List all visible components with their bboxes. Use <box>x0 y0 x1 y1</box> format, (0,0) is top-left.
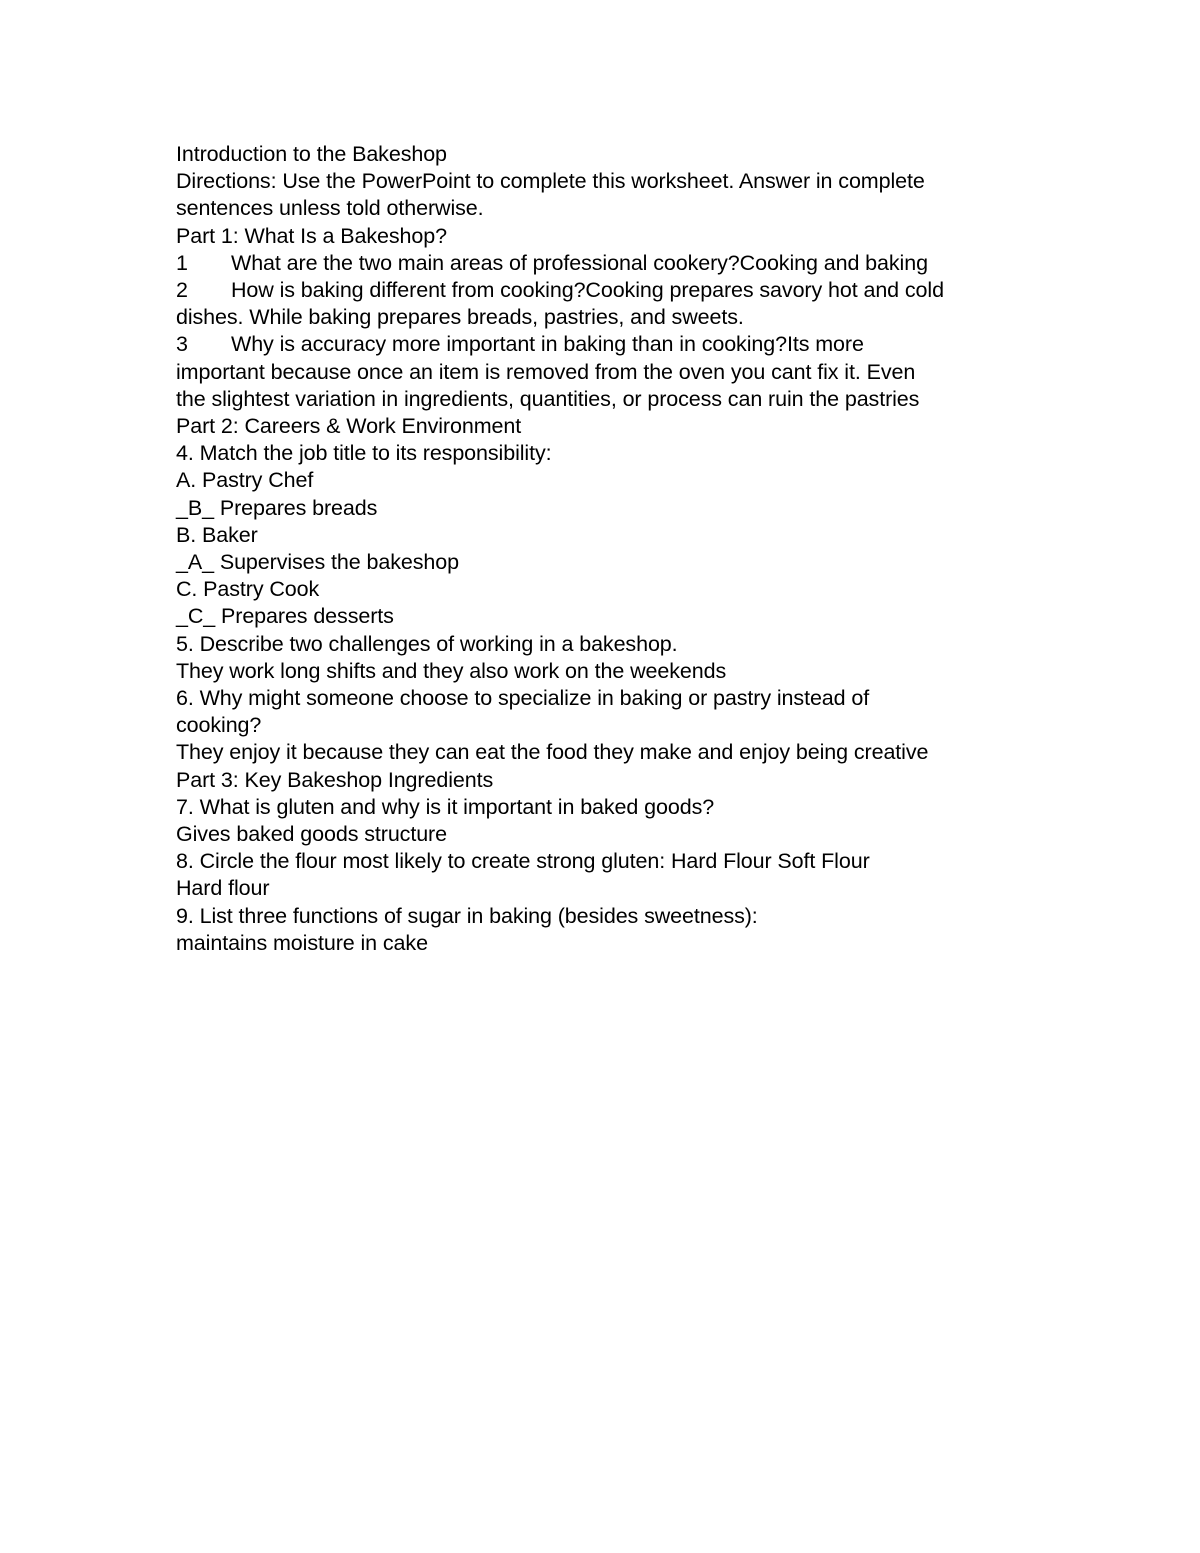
question-1 <box>176 250 1036 277</box>
question-5: 5. Describe two challenges of working in a bakeshop. <box>176 631 678 656</box>
answer-5: They work long shifts and they also work on the weekends <box>176 658 727 683</box>
question-2-line-1 <box>176 277 1036 304</box>
question-8: 8. Circle the flour most likely to create strong gluten: Hard Flour Soft Flour <box>176 849 870 874</box>
answer-9: maintains moisture in cake <box>176 930 428 955</box>
question-2-text: How is baking different from cooking?Cooking prepares savory hot and cold <box>231 278 944 303</box>
match-item: B. Baker <box>176 522 258 547</box>
part1-heading: Part 1: What Is a Bakeshop? <box>176 223 447 248</box>
match-item: _B_ Prepares breads <box>176 495 378 520</box>
question-3-line-3: the slightest variation in ingredients, quantities, or process can ruin the pastries <box>176 386 920 411</box>
question-3-line-1 <box>176 331 1036 358</box>
match-item: _A_ Supervises the bakeshop <box>176 550 459 575</box>
part3-heading: Part 3: Key Bakeshop Ingredients <box>176 767 494 792</box>
question-9: 9. List three functions of sugar in baking (besides sweetness): <box>176 903 758 928</box>
directions-line-2: sentences unless told otherwise. <box>176 196 484 221</box>
question-2-number: 2 <box>176 278 188 303</box>
match-item: C. Pastry Cook <box>176 577 320 602</box>
question-3-line-2: important because once an item is removed from the oven you cant fix it. Even <box>176 359 916 384</box>
question-2-line-2: dishes. While baking prepares breads, pastries, and sweets. <box>176 305 744 330</box>
question-3-number: 3 <box>176 332 188 357</box>
question-6-line-2: cooking? <box>176 713 262 738</box>
answer-7: Gives baked goods structure <box>176 822 447 847</box>
worksheet-body <box>176 141 1036 957</box>
question-1-text: What are the two main areas of professional cookery?Cooking and baking <box>231 250 928 275</box>
question-1-number: 1 <box>176 250 188 275</box>
answer-8: Hard flour <box>176 876 270 901</box>
question-4: 4. Match the job title to its responsibility: <box>176 441 552 466</box>
directions-line-1: Directions: Use the PowerPoint to complete this worksheet. Answer in complete <box>176 169 925 194</box>
document-title: Introduction to the Bakeshop <box>176 142 447 166</box>
part2-heading: Part 2: Careers & Work Environment <box>176 414 522 439</box>
question-6-line-1: 6. Why might someone choose to specialize in baking or pastry instead of <box>176 686 870 711</box>
match-item: _C_ Prepares desserts <box>176 604 394 629</box>
answer-6: They enjoy it because they can eat the food they make and enjoy being creative <box>176 740 929 765</box>
question-3-text: Why is accuracy more important in baking than in cooking?Its more <box>231 332 864 357</box>
match-item: A. Pastry Chef <box>176 468 314 493</box>
question-7: 7. What is gluten and why is it important in baked goods? <box>176 794 715 819</box>
